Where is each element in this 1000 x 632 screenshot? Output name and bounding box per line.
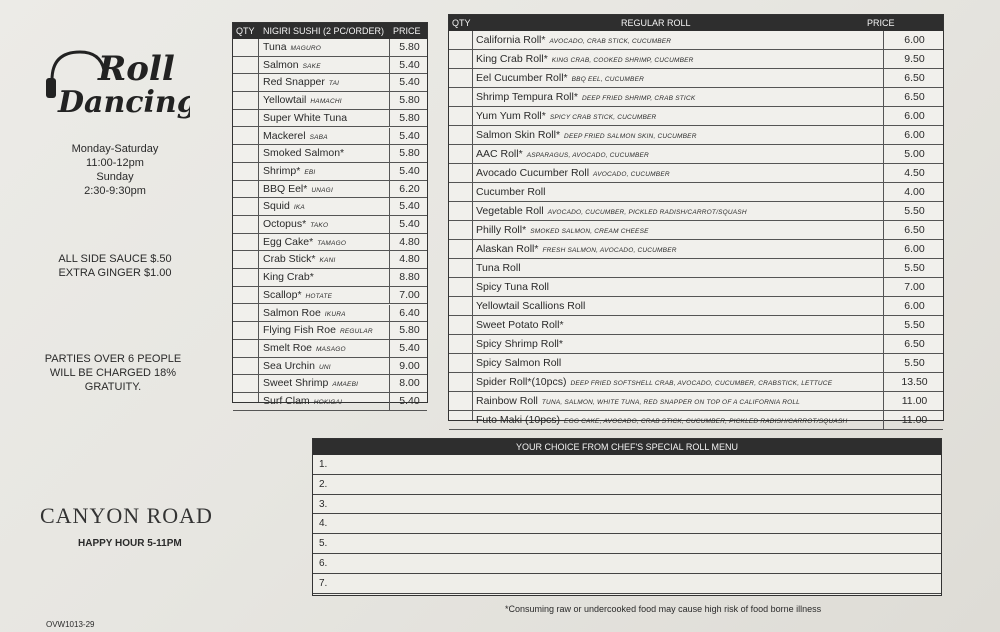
item-price: 6.40 bbox=[389, 305, 429, 322]
item-note: SAKE bbox=[302, 62, 321, 70]
item-price: 6.50 bbox=[883, 221, 945, 239]
item-price: 5.50 bbox=[883, 259, 945, 277]
item-name-cell bbox=[476, 126, 882, 146]
item-note: MAGURO bbox=[290, 45, 321, 52]
item-name-cell bbox=[476, 69, 882, 89]
item-name: Spider Roll*(10pcs) bbox=[476, 376, 567, 388]
item-price: 6.00 bbox=[883, 126, 945, 144]
chef-header bbox=[313, 439, 941, 455]
item-name: Rainbow Roll bbox=[476, 395, 538, 407]
item-name-cell bbox=[263, 145, 387, 162]
gratuity-line: WILL BE CHARGED 18% bbox=[49, 367, 177, 379]
item-note: TAI bbox=[328, 80, 340, 88]
item-price: 5.40 bbox=[389, 216, 429, 233]
menu-row[interactable] bbox=[449, 316, 943, 335]
item-price: 11.00 bbox=[883, 411, 945, 429]
item-name: Sweet Shrimp bbox=[263, 377, 329, 390]
item-price: 7.00 bbox=[883, 278, 945, 296]
menu-row[interactable] bbox=[449, 221, 943, 240]
item-name: Spicy Salmon Roll bbox=[476, 357, 562, 369]
menu-row[interactable] bbox=[449, 411, 943, 430]
menu-row[interactable] bbox=[233, 340, 427, 358]
menu-row[interactable] bbox=[233, 216, 427, 234]
item-name: Philly Roll* bbox=[476, 224, 527, 236]
canyon-road-brand: CANYON ROAD bbox=[40, 503, 213, 528]
item-price: 6.00 bbox=[883, 240, 945, 258]
item-name: Avocado Cucumber Roll bbox=[476, 167, 590, 179]
item-price: 9.50 bbox=[883, 50, 945, 68]
item-note: TAKO bbox=[310, 222, 329, 229]
item-name: Vegetable Roll bbox=[476, 205, 544, 217]
item-name: Egg Cake* bbox=[263, 235, 314, 248]
item-name-cell bbox=[476, 411, 882, 431]
menu-row[interactable] bbox=[233, 198, 427, 216]
item-price: 13.50 bbox=[883, 373, 945, 391]
item-note: SABA bbox=[309, 133, 328, 141]
menu-row[interactable] bbox=[449, 164, 943, 183]
item-name: Tuna Roll bbox=[476, 262, 521, 274]
menu-row[interactable] bbox=[233, 322, 427, 340]
item-name-cell bbox=[476, 278, 882, 296]
item-note: UNI bbox=[318, 363, 331, 371]
item-price: 11.00 bbox=[883, 392, 945, 410]
item-name-cell bbox=[263, 287, 387, 305]
regular-title: REGULAR ROLL bbox=[621, 18, 691, 28]
chef-special-table bbox=[312, 438, 942, 596]
menu-row[interactable] bbox=[233, 57, 427, 75]
menu-row[interactable] bbox=[449, 259, 943, 278]
item-name: Sweet Potato Roll* bbox=[476, 319, 564, 331]
side-sauce-note bbox=[40, 252, 190, 280]
item-name: Sea Urchin bbox=[263, 359, 315, 372]
item-note: AVOCADO, CUCUMBER bbox=[593, 171, 670, 178]
item-name-cell bbox=[476, 221, 882, 241]
menu-row[interactable] bbox=[449, 354, 943, 373]
menu-row[interactable] bbox=[449, 183, 943, 202]
menu-row[interactable] bbox=[233, 145, 427, 163]
menu-row[interactable] bbox=[233, 163, 427, 181]
nigiri-table bbox=[232, 22, 428, 407]
item-name: Octopus* bbox=[263, 218, 307, 230]
menu-row[interactable] bbox=[449, 335, 943, 354]
item-name-cell bbox=[263, 57, 387, 75]
item-price: 6.50 bbox=[883, 335, 945, 353]
item-note: REGULAR bbox=[339, 328, 373, 336]
hours-line: Monday-Saturday bbox=[71, 143, 159, 155]
item-note: UNAGI bbox=[311, 186, 333, 194]
item-name: Spicy Tuna Roll bbox=[476, 281, 549, 293]
item-price: 4.00 bbox=[883, 183, 945, 201]
item-note: SMOKED SALMON, CREAM CHEESE bbox=[530, 228, 649, 235]
hours-line: 2:30-9:30pm bbox=[84, 185, 146, 197]
menu-row[interactable] bbox=[233, 251, 427, 269]
item-note: ASPARAGUS, AVOCADO, CUCUMBER bbox=[526, 152, 649, 159]
item-name-cell bbox=[263, 39, 387, 57]
menu-row[interactable] bbox=[233, 393, 427, 411]
item-price: 7.00 bbox=[389, 287, 429, 304]
line-number: 1. bbox=[319, 459, 328, 470]
item-price: 5.80 bbox=[389, 110, 429, 127]
item-name-cell bbox=[476, 373, 882, 393]
menu-row[interactable] bbox=[449, 202, 943, 221]
hours-line: Sunday bbox=[96, 171, 134, 183]
item-name-cell bbox=[263, 358, 387, 376]
gratuity-line: PARTIES OVER 6 PEOPLE bbox=[44, 353, 182, 365]
item-price: 5.40 bbox=[389, 57, 429, 74]
item-name-cell bbox=[476, 107, 882, 127]
item-name: Eel Cucumber Roll* bbox=[476, 72, 568, 84]
item-note: IKURA bbox=[324, 310, 346, 318]
item-name-cell bbox=[263, 92, 387, 110]
item-name-cell bbox=[263, 128, 387, 146]
item-price: 6.50 bbox=[883, 69, 945, 87]
item-name-cell bbox=[263, 251, 387, 269]
item-note: SPICY CRAB STICK, CUCUMBER bbox=[549, 114, 657, 121]
item-name-cell bbox=[476, 316, 882, 334]
item-price: 5.40 bbox=[389, 163, 429, 180]
item-name: Spicy Shrimp Roll* bbox=[476, 338, 563, 350]
menu-row[interactable] bbox=[449, 297, 943, 316]
menu-row[interactable] bbox=[233, 181, 427, 199]
menu-row[interactable] bbox=[233, 74, 427, 92]
item-name: Yum Yum Roll* bbox=[476, 110, 546, 122]
item-note: KING CRAB, COOKED SHRIMP, CUCUMBER bbox=[551, 57, 694, 64]
form-code: OVW1013-29 bbox=[46, 620, 95, 629]
item-note: KANI bbox=[319, 257, 336, 265]
menu-row[interactable] bbox=[449, 392, 943, 411]
item-price: 5.80 bbox=[389, 322, 429, 339]
item-name-cell bbox=[476, 88, 882, 108]
item-name-cell bbox=[263, 198, 387, 216]
item-price: 4.50 bbox=[883, 164, 945, 182]
headphones-logo-icon bbox=[40, 30, 190, 120]
item-name-cell bbox=[263, 340, 387, 358]
gratuity-line: GRATUITY. bbox=[84, 381, 142, 393]
menu-row[interactable] bbox=[449, 107, 943, 126]
item-name-cell bbox=[476, 240, 882, 260]
item-price: 4.80 bbox=[389, 251, 429, 268]
item-price: 6.50 bbox=[883, 88, 945, 106]
item-price: 8.80 bbox=[389, 269, 429, 286]
line-number: 6. bbox=[319, 558, 328, 569]
item-price: 5.50 bbox=[883, 202, 945, 220]
qty-header: QTY bbox=[452, 18, 471, 28]
item-price: 5.40 bbox=[389, 198, 429, 215]
item-name: Salmon Skin Roll* bbox=[476, 129, 561, 141]
menu-row[interactable] bbox=[233, 128, 427, 146]
line-number: 2. bbox=[319, 478, 328, 490]
item-name-cell bbox=[263, 322, 387, 340]
item-price: 6.20 bbox=[389, 181, 429, 198]
item-note: AMAEBI bbox=[332, 381, 359, 389]
price-header: PRICE bbox=[393, 26, 421, 36]
item-name-cell bbox=[476, 183, 882, 201]
item-note: TUNA, SALMON, WHITE TUNA, RED SNAPPER ON TOP OF A CALIFORNIA ROLL bbox=[541, 399, 800, 406]
item-name: Surf Clam bbox=[263, 395, 310, 407]
menu-row[interactable] bbox=[449, 278, 943, 297]
logo-word-roll: Roll bbox=[98, 49, 175, 89]
menu-row[interactable] bbox=[233, 358, 427, 376]
line-number: 3. bbox=[319, 498, 328, 510]
item-name: Squid bbox=[263, 200, 290, 213]
item-name: Alaskan Roll* bbox=[476, 243, 539, 255]
qty-header: QTY bbox=[236, 26, 255, 36]
item-price: 5.40 bbox=[389, 128, 429, 145]
item-name-cell bbox=[476, 259, 882, 277]
item-note: HOKIGAI bbox=[313, 399, 343, 406]
item-name-cell bbox=[476, 392, 882, 412]
item-note: HAMACHI bbox=[310, 98, 342, 106]
item-note: EBI bbox=[304, 168, 316, 176]
item-name-cell bbox=[263, 234, 387, 252]
item-name-cell bbox=[263, 269, 387, 286]
item-note: FRESH SALMON, AVOCADO, CUCUMBER bbox=[542, 247, 677, 254]
item-price: 5.80 bbox=[389, 39, 429, 56]
item-name-cell bbox=[476, 335, 882, 353]
menu-row[interactable] bbox=[233, 269, 427, 287]
line-number: 4. bbox=[319, 518, 328, 530]
item-price: 5.50 bbox=[883, 316, 945, 334]
item-name: Mackerel bbox=[263, 129, 306, 142]
item-name: Crab Stick* bbox=[263, 253, 316, 266]
item-name: BBQ Eel* bbox=[263, 182, 308, 195]
price-header: PRICE bbox=[867, 18, 895, 28]
menu-row[interactable] bbox=[233, 39, 427, 57]
item-note: IKA bbox=[293, 204, 305, 212]
item-name-cell bbox=[263, 110, 387, 127]
item-name-cell bbox=[263, 305, 387, 323]
item-name: Futo Maki (10pcs) bbox=[476, 414, 561, 426]
item-price: 5.80 bbox=[389, 145, 429, 162]
item-name-cell bbox=[263, 163, 387, 181]
item-name-cell bbox=[476, 164, 882, 184]
menu-row[interactable] bbox=[233, 234, 427, 252]
happy-hour: HAPPY HOUR 5-11PM bbox=[78, 538, 182, 549]
chef-choice-line[interactable] bbox=[313, 574, 941, 594]
item-name-cell bbox=[263, 74, 387, 92]
sauce-line: EXTRA GINGER $1.00 bbox=[58, 267, 172, 279]
chef-choice-line[interactable] bbox=[313, 554, 941, 574]
menu-row[interactable] bbox=[449, 50, 943, 69]
item-name: Shrimp* bbox=[263, 164, 301, 177]
chef-choice-line[interactable] bbox=[313, 495, 941, 515]
item-name: Tuna bbox=[263, 41, 287, 53]
item-name: Flying Fish Roe bbox=[263, 324, 336, 337]
item-name-cell bbox=[476, 297, 882, 315]
item-note: HOTATE bbox=[305, 292, 333, 300]
line-number: 7. bbox=[319, 577, 328, 589]
item-note: BBQ EEL, CUCUMBER bbox=[571, 76, 645, 83]
item-name-cell bbox=[263, 375, 387, 393]
raw-food-disclaimer: *Consuming raw or undercooked food may cause high risk of food borne illness bbox=[505, 604, 822, 614]
menu-row[interactable] bbox=[233, 287, 427, 305]
item-name: Red Snapper bbox=[263, 76, 325, 89]
menu-row[interactable] bbox=[449, 373, 943, 392]
item-name: King Crab Roll* bbox=[476, 53, 548, 65]
opening-hours bbox=[50, 142, 180, 198]
item-note: AVOCADO, CRAB STICK, CUCUMBER bbox=[549, 38, 672, 45]
item-name: Smelt Roe bbox=[263, 341, 313, 354]
item-name-cell bbox=[263, 393, 387, 411]
item-note: TAMAGO bbox=[317, 239, 347, 247]
chef-choice-line[interactable] bbox=[313, 455, 941, 475]
item-price: 5.80 bbox=[389, 92, 429, 109]
item-price: 5.00 bbox=[883, 145, 945, 163]
item-note: AVOCADO, CUCUMBER, PICKLED RADISH/CARROT/SQUASH bbox=[547, 209, 747, 216]
menu-row[interactable] bbox=[449, 31, 943, 50]
menu-row[interactable] bbox=[449, 145, 943, 164]
sauce-line: ALL SIDE SAUCE $.50 bbox=[58, 253, 172, 265]
item-price: 5.50 bbox=[883, 354, 945, 372]
item-name: Smoked Salmon* bbox=[263, 147, 345, 160]
menu-row[interactable] bbox=[233, 110, 427, 128]
menu-row[interactable] bbox=[449, 69, 943, 88]
item-name-cell bbox=[476, 50, 882, 70]
menu-row[interactable] bbox=[449, 240, 943, 259]
item-name: AAC Roll* bbox=[476, 148, 523, 160]
chef-choice-line[interactable] bbox=[313, 534, 941, 554]
hours-line: 11:00-12pm bbox=[86, 157, 144, 169]
gratuity-note bbox=[38, 352, 188, 394]
item-price: 9.00 bbox=[389, 358, 429, 375]
logo-word-dancing: Dancing bbox=[58, 85, 190, 120]
item-price: 8.00 bbox=[389, 375, 429, 392]
item-price: 5.40 bbox=[389, 340, 429, 357]
menu-row[interactable] bbox=[449, 88, 943, 107]
item-price: 5.40 bbox=[389, 393, 429, 410]
chef-choice-line[interactable] bbox=[313, 514, 941, 534]
item-note: MASAGO bbox=[316, 345, 346, 353]
item-price: 4.80 bbox=[389, 234, 429, 251]
item-price: 6.00 bbox=[883, 107, 945, 125]
item-name: California Roll* bbox=[476, 34, 546, 46]
item-name: Yellowtail bbox=[263, 94, 307, 107]
item-price: 6.00 bbox=[883, 297, 945, 315]
item-name: Scallop* bbox=[263, 288, 302, 301]
item-name-cell bbox=[476, 202, 882, 222]
item-name: Salmon Roe bbox=[263, 306, 321, 319]
chef-title: YOUR CHOICE FROM CHEF'S SPECIAL ROLL MENU bbox=[515, 442, 739, 452]
item-name: Super White Tuna bbox=[263, 111, 348, 124]
item-note: DEEP FRIED SALMON SKIN, CUCUMBER bbox=[564, 133, 697, 140]
item-name-cell bbox=[263, 216, 387, 234]
item-note: DEEP FRIED SOFTSHELL CRAB, AVOCADO, CUCUMBER, CRABSTICK, LETTUCE bbox=[570, 380, 833, 387]
item-name-cell bbox=[476, 354, 882, 372]
menu-row[interactable] bbox=[449, 126, 943, 145]
regular-roll-table bbox=[448, 14, 944, 426]
item-price: 5.40 bbox=[389, 74, 429, 91]
line-number: 5. bbox=[319, 538, 328, 550]
item-note: DEEP FRIED SHRIMP, CRAB STICK bbox=[581, 95, 696, 102]
roll-dancing-logo bbox=[40, 30, 190, 120]
chef-choice-line[interactable] bbox=[313, 475, 941, 495]
item-name-cell bbox=[476, 145, 882, 165]
item-name: Cucumber Roll bbox=[476, 186, 546, 198]
item-name-cell bbox=[263, 181, 387, 199]
regular-header bbox=[449, 15, 943, 31]
nigiri-title: NIGIRI SUSHI (2 PC/ORDER) bbox=[263, 26, 385, 36]
item-price: 6.00 bbox=[883, 31, 945, 49]
nigiri-header bbox=[233, 23, 427, 39]
item-name: King Crab* bbox=[263, 271, 314, 284]
menu-row[interactable] bbox=[233, 92, 427, 110]
item-name: Shrimp Tempura Roll* bbox=[476, 91, 578, 103]
menu-row[interactable] bbox=[233, 375, 427, 393]
item-note: EGG CAKE, AVOCADO, CRAB STICK, CUCUMBER, PICKLED RADISH/CARROT/SQUASH bbox=[564, 418, 848, 425]
item-name-cell bbox=[476, 31, 882, 51]
item-name: Yellowtail Scallions Roll bbox=[476, 300, 586, 312]
item-name: Salmon bbox=[263, 58, 299, 71]
menu-row[interactable] bbox=[233, 305, 427, 323]
